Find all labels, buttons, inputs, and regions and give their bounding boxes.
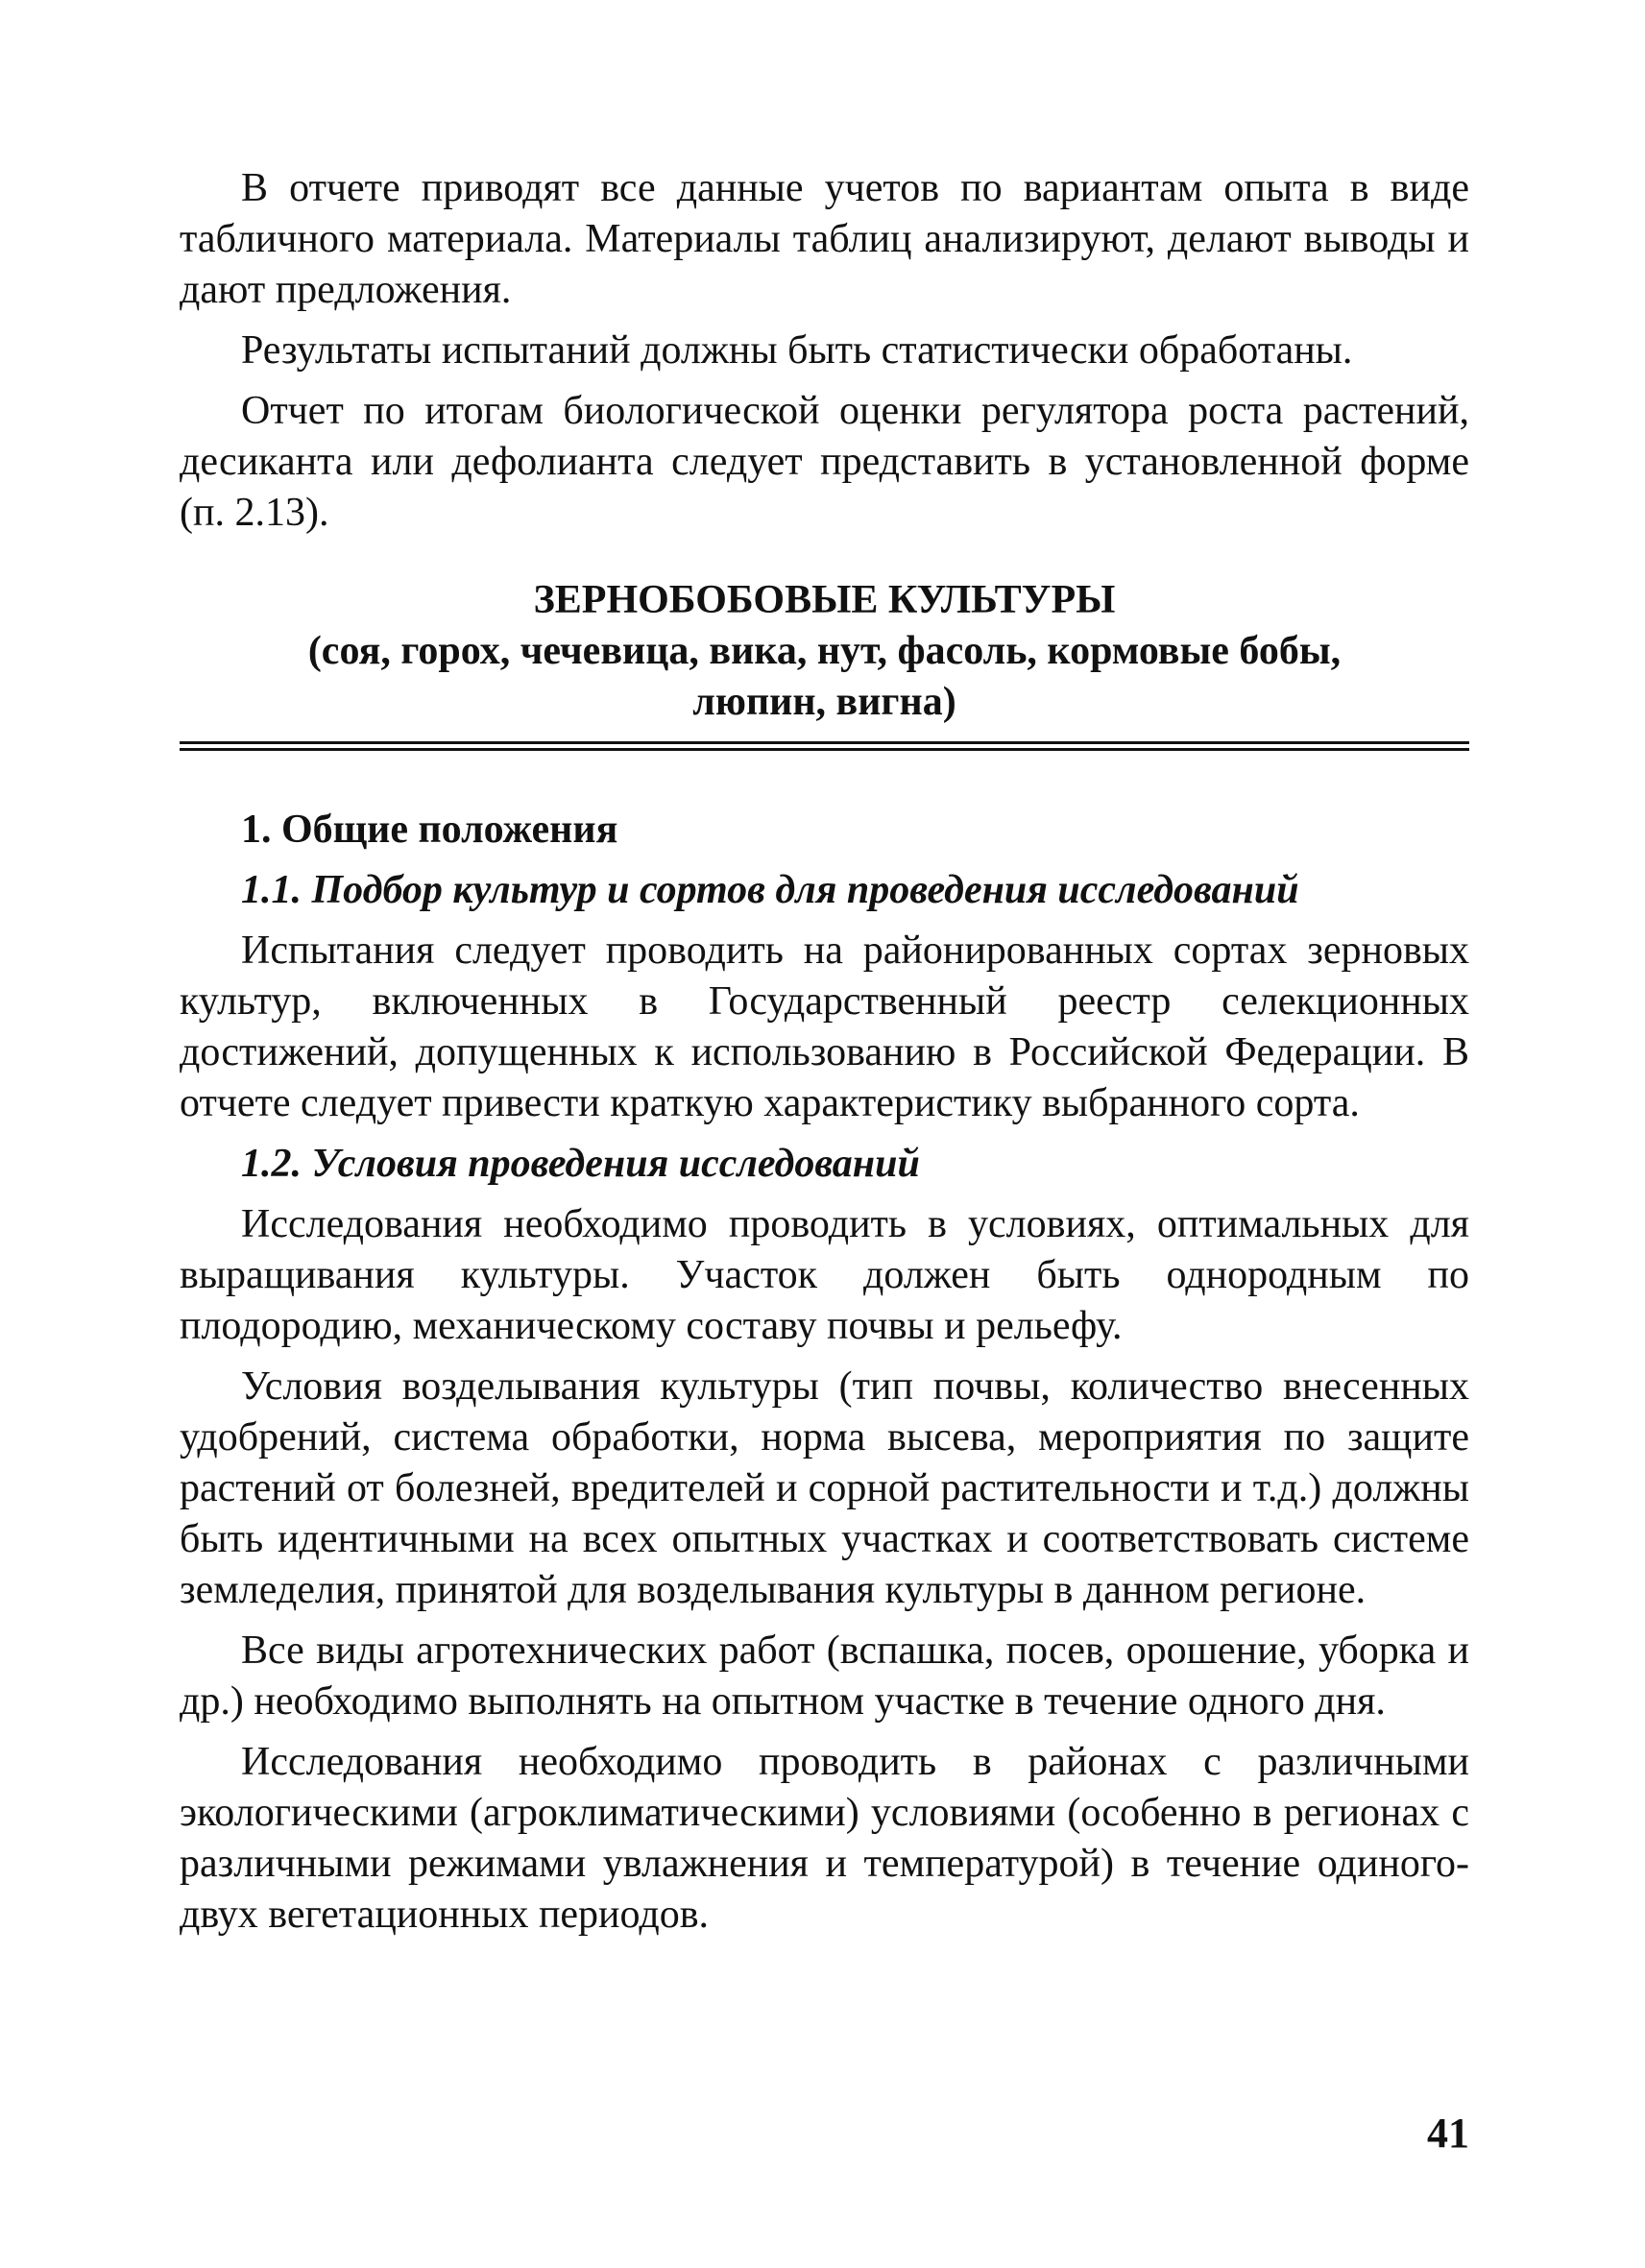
- paragraph-cultivation: Условия возделывания культуры (тип почвы, количество внесенных удобрений, система обработки, норма высева, мероприятия по защите растений от болезней, вредителей и сорной растительности и т.д.) должны быть идентичными на всех опытных участках и соответствовать системе земледелия, принятой для возделывания культуры в данном регионе.: [180, 1364, 1469, 1612]
- chapter-title: ЗЕРНОБОБОВЫЕ КУЛЬТУРЫ: [533, 578, 1116, 622]
- paragraph-statistics: Результаты испытаний должны быть статистически обработаны.: [241, 328, 1353, 373]
- subsection-title-1-2: 1.2. Условия проведения исследований: [241, 1142, 920, 1186]
- double-rule-divider: [180, 741, 1469, 751]
- chapter-subtitle-line-2: люпин, вигна): [692, 680, 956, 724]
- paragraph-varieties: Испытания следует проводить на районированных сортах зерновых культур, включенных в Государственный реестр селекционных достижений, допущенных к использованию в Российской Федерации. В отчете следует привести краткую характеристику выбранного сорта.: [180, 929, 1469, 1125]
- chapter-subtitle-line-1: (соя, горох, чечевица, вика, нут, фасоль, кормовые бобы,: [307, 629, 1342, 673]
- subsection-title-1-1: 1.1. Подбор культур и сортов для проведения исследований: [241, 868, 1299, 912]
- paragraph-conditions: Исследования необходимо проводить в условиях, оптимальных для выращивания культуры. Участок должен быть однородным по плодородию, механическому составу почвы и рельефу.: [180, 1202, 1469, 1348]
- paragraph-report-form: Отчет по итогам биологической оценки регулятора роста растений, десиканта или дефолианта следует представить в установленной форме (п. 2.13).: [180, 389, 1469, 535]
- paragraph-agrotech: Все виды агротехнических работ (вспашка, посев, орошение, уборка и др.) необходимо выполнять на опытном участке в течение одного дня.: [180, 1629, 1469, 1724]
- section-title: 1. Общие положения: [241, 808, 618, 852]
- paragraph-regions: Исследования необходимо проводить в районах с различными экологическими (агроклиматическими) условиями (особенно в регионах с различными режимами увлажнения и температурой) в течение одиного-двух вегетационных периодов.: [180, 1740, 1469, 1937]
- page-content: [180, 163, 1469, 1941]
- paragraph-report-tables: В отчете приводят все данные учетов по вариантам опыта в виде табличного материала. Материалы таблиц анализируют, делают выводы и дают предложения.: [180, 166, 1469, 312]
- page-number: 41: [1427, 2110, 1469, 2157]
